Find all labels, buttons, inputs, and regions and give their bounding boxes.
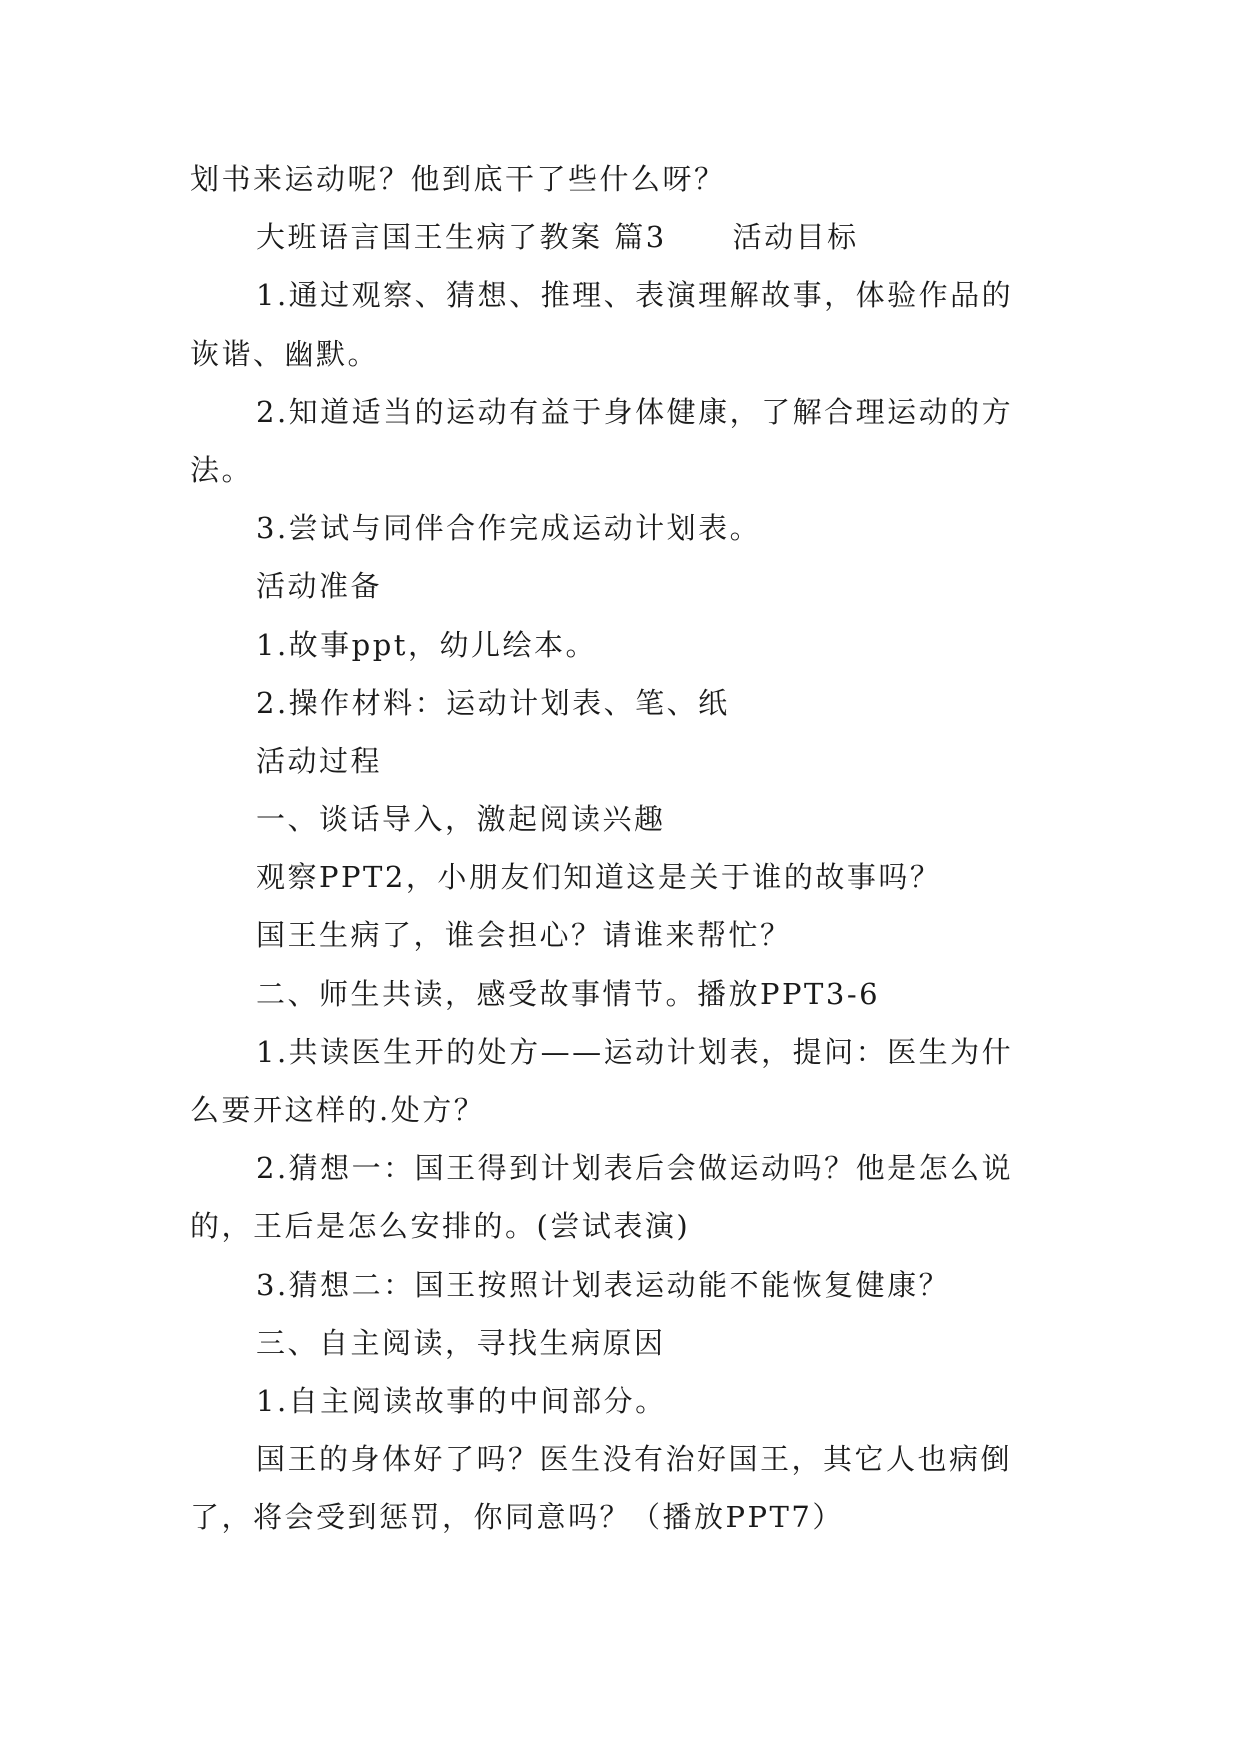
text-line xyxy=(190,208,1056,266)
document-body xyxy=(190,150,1056,1547)
text-line: 2.操作材料：运动计划表、笔、纸 xyxy=(256,685,730,720)
text-line: 一、谈话导入，激起阅读兴趣 xyxy=(256,802,666,837)
text-line: 2.知道适当的运动有益于身体健康，了解合理运动的方 xyxy=(256,394,1014,429)
text-line: 法。 xyxy=(190,452,254,487)
text-line: 国王生病了，谁会担心？请谁来帮忙？ xyxy=(256,918,792,953)
text-line: 诙谐、幽默。 xyxy=(190,336,380,371)
section-heading: 活动过程 xyxy=(256,743,383,778)
text-line: 1.自主阅读故事的中间部分。 xyxy=(256,1383,667,1418)
text-line: 1.故事ppt，幼儿绘本。 xyxy=(256,627,597,662)
text-line: 么要开这样的.处方？ xyxy=(190,1093,486,1127)
text-line: 1.通过观察、猜想、推理、表演理解故事，体验作品的 xyxy=(256,278,1014,313)
text-line: 3.尝试与同伴合作完成运动计划表。 xyxy=(256,511,762,546)
text-line: 3.猜想二：国王按照计划表运动能不能恢复健康？ xyxy=(256,1267,951,1302)
text-line: 的，王后是怎么安排的。(尝试表演) xyxy=(190,1209,691,1244)
text-line: 1.共读医生开的处方——运动计划表，提问：医生为什 xyxy=(256,1034,1014,1069)
section-heading: 活动准备 xyxy=(256,569,383,604)
text-line: 了，将会受到惩罚，你同意吗？（播放PPT7） xyxy=(190,1500,844,1535)
section-heading: 活动目标 xyxy=(732,220,859,255)
text-line: 二、师生共读，感受故事情节。播放PPT3-6 xyxy=(256,976,881,1011)
section-heading: 大班语言国王生病了教案 篇3 xyxy=(256,220,667,255)
text-line: 国王的身体好了吗？医生没有治好国王，其它人也病倒 xyxy=(256,1442,1013,1477)
text-line: 观察PPT2，小朋友们知道这是关于谁的故事吗？ xyxy=(256,860,942,895)
text-line: 划书来运动呢？他到底干了些什么呀？ xyxy=(190,162,726,196)
text-line: 三、自主阅读，寻找生病原因 xyxy=(256,1325,666,1360)
text-line: 2.猜想一：国王得到计划表后会做运动吗？他是怎么说 xyxy=(256,1151,1014,1186)
